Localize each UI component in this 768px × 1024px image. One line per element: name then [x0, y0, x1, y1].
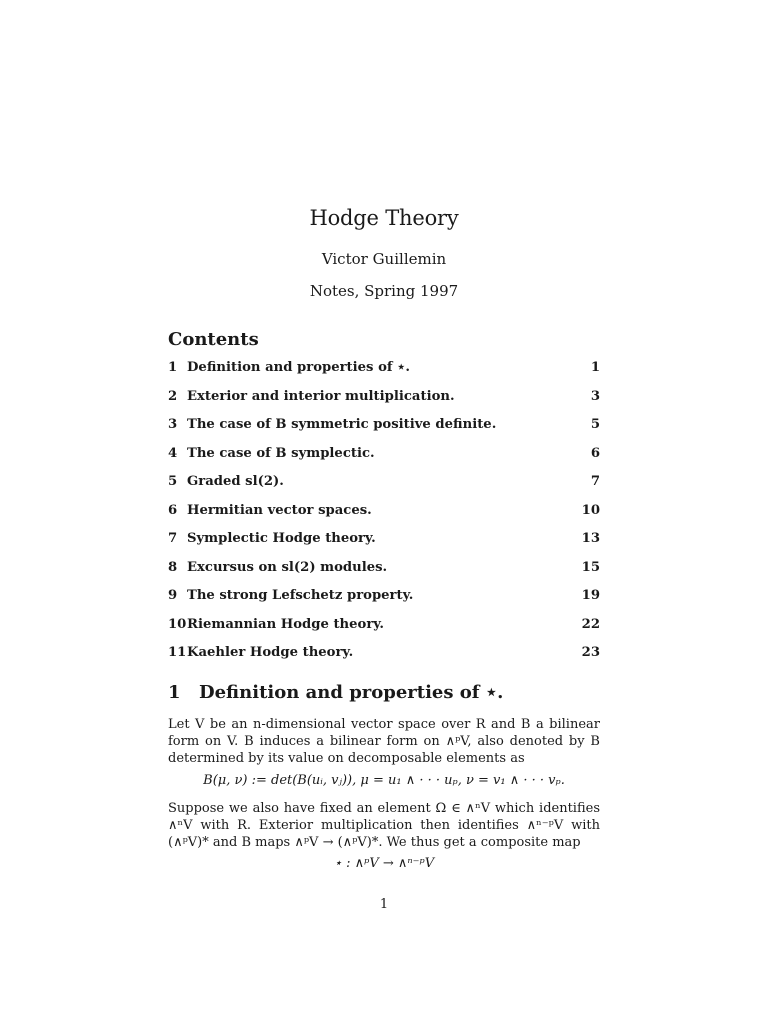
toc-entry [168, 358, 600, 378]
toc-entry-title: Graded sl(2). [187, 474, 284, 489]
toc-entry-title: The strong Lefschetz property. [187, 588, 414, 603]
document-title: Hodge Theory [309, 206, 459, 230]
toc-entry-page: 19 [581, 588, 600, 603]
display-equation: ⋆ : ∧ᵖV → ∧ⁿ⁻ᵖV [333, 856, 435, 871]
toc-entry-page: 15 [581, 559, 600, 575]
toc-entry-title: Exterior and interior multiplication. [187, 388, 455, 404]
toc-entry [168, 472, 600, 492]
toc-entry-page: 13 [581, 531, 600, 546]
toc-entry-page: 22 [581, 616, 600, 632]
toc-entry-title: Riemannian Hodge theory. [187, 616, 384, 632]
section-number: 1 [168, 682, 181, 703]
toc-entry [168, 415, 600, 435]
toc-entry-title: Hermitian vector spaces. [187, 502, 372, 518]
toc-entry-number: 3 [168, 417, 178, 432]
paragraph: Let V be an n-dimensional vector space over R and B a bilinear form on V. B induces a bilinear form on ∧ᵖV, also denoted by B determined by its value on decomposable elements as [168, 717, 600, 766]
toc-entry [168, 387, 600, 407]
toc-entry-number: 11 [168, 645, 187, 660]
toc-entry-title: Symplectic Hodge theory. [187, 531, 376, 546]
section-heading [168, 682, 503, 703]
toc-entry-page: 3 [590, 388, 600, 404]
section-title: Definition and properties of ⋆. [199, 682, 504, 703]
toc-entry-page: 6 [590, 445, 600, 461]
toc-entry-title: Excursus on sl(2) modules. [187, 559, 388, 575]
page-number: 1 [379, 897, 389, 912]
author-name: Victor Guillemin [321, 250, 447, 268]
toc-entry-title: The case of B symplectic. [187, 445, 375, 461]
toc-entry-number: 6 [168, 502, 178, 518]
toc-entry [168, 558, 600, 578]
toc-entry [168, 643, 600, 663]
toc-entry [168, 586, 600, 606]
toc-entry-title: Kaehler Hodge theory. [187, 645, 354, 660]
toc-entry [168, 444, 600, 464]
toc-entry [168, 529, 600, 549]
toc-entry-number: 5 [168, 474, 178, 489]
toc-entry [168, 501, 600, 521]
contents-heading: Contents [168, 329, 259, 350]
toc-entry [168, 615, 600, 635]
document-date: Notes, Spring 1997 [309, 282, 459, 300]
toc-entry-page: 1 [590, 360, 600, 375]
toc-entry-number: 2 [168, 388, 178, 404]
toc-entry-number: 1 [168, 360, 178, 375]
toc-entry-number: 7 [168, 531, 178, 546]
toc-entry-number: 10 [168, 616, 187, 632]
toc-entry-number: 9 [168, 588, 178, 603]
toc-entry-page: 23 [581, 645, 600, 660]
toc-entry-title: Definition and properties of ⋆. [187, 360, 410, 375]
toc-entry-page: 10 [581, 502, 600, 518]
display-equation: B(μ, ν) := det(B(uᵢ, vⱼ)), μ = u₁ ∧ · · · uₚ, ν = v₁ ∧ · · · vₚ. [203, 773, 565, 788]
toc-entry-number: 8 [168, 559, 178, 575]
toc-entry-page: 5 [590, 417, 600, 432]
toc-entry-page: 7 [590, 474, 600, 489]
toc-entry-title: The case of B symmetric positive definite. [187, 417, 497, 432]
paragraph: Suppose we also have fixed an element Ω ∈ ∧ⁿV which identifies ∧ⁿV with R. Exterior multiplication then identifies ∧ⁿ⁻ᵖV with (∧ᵖV)* and B maps ∧ᵖV → (∧ᵖV)*. We thus get a composite map [168, 801, 600, 850]
toc-entry-number: 4 [168, 445, 178, 461]
